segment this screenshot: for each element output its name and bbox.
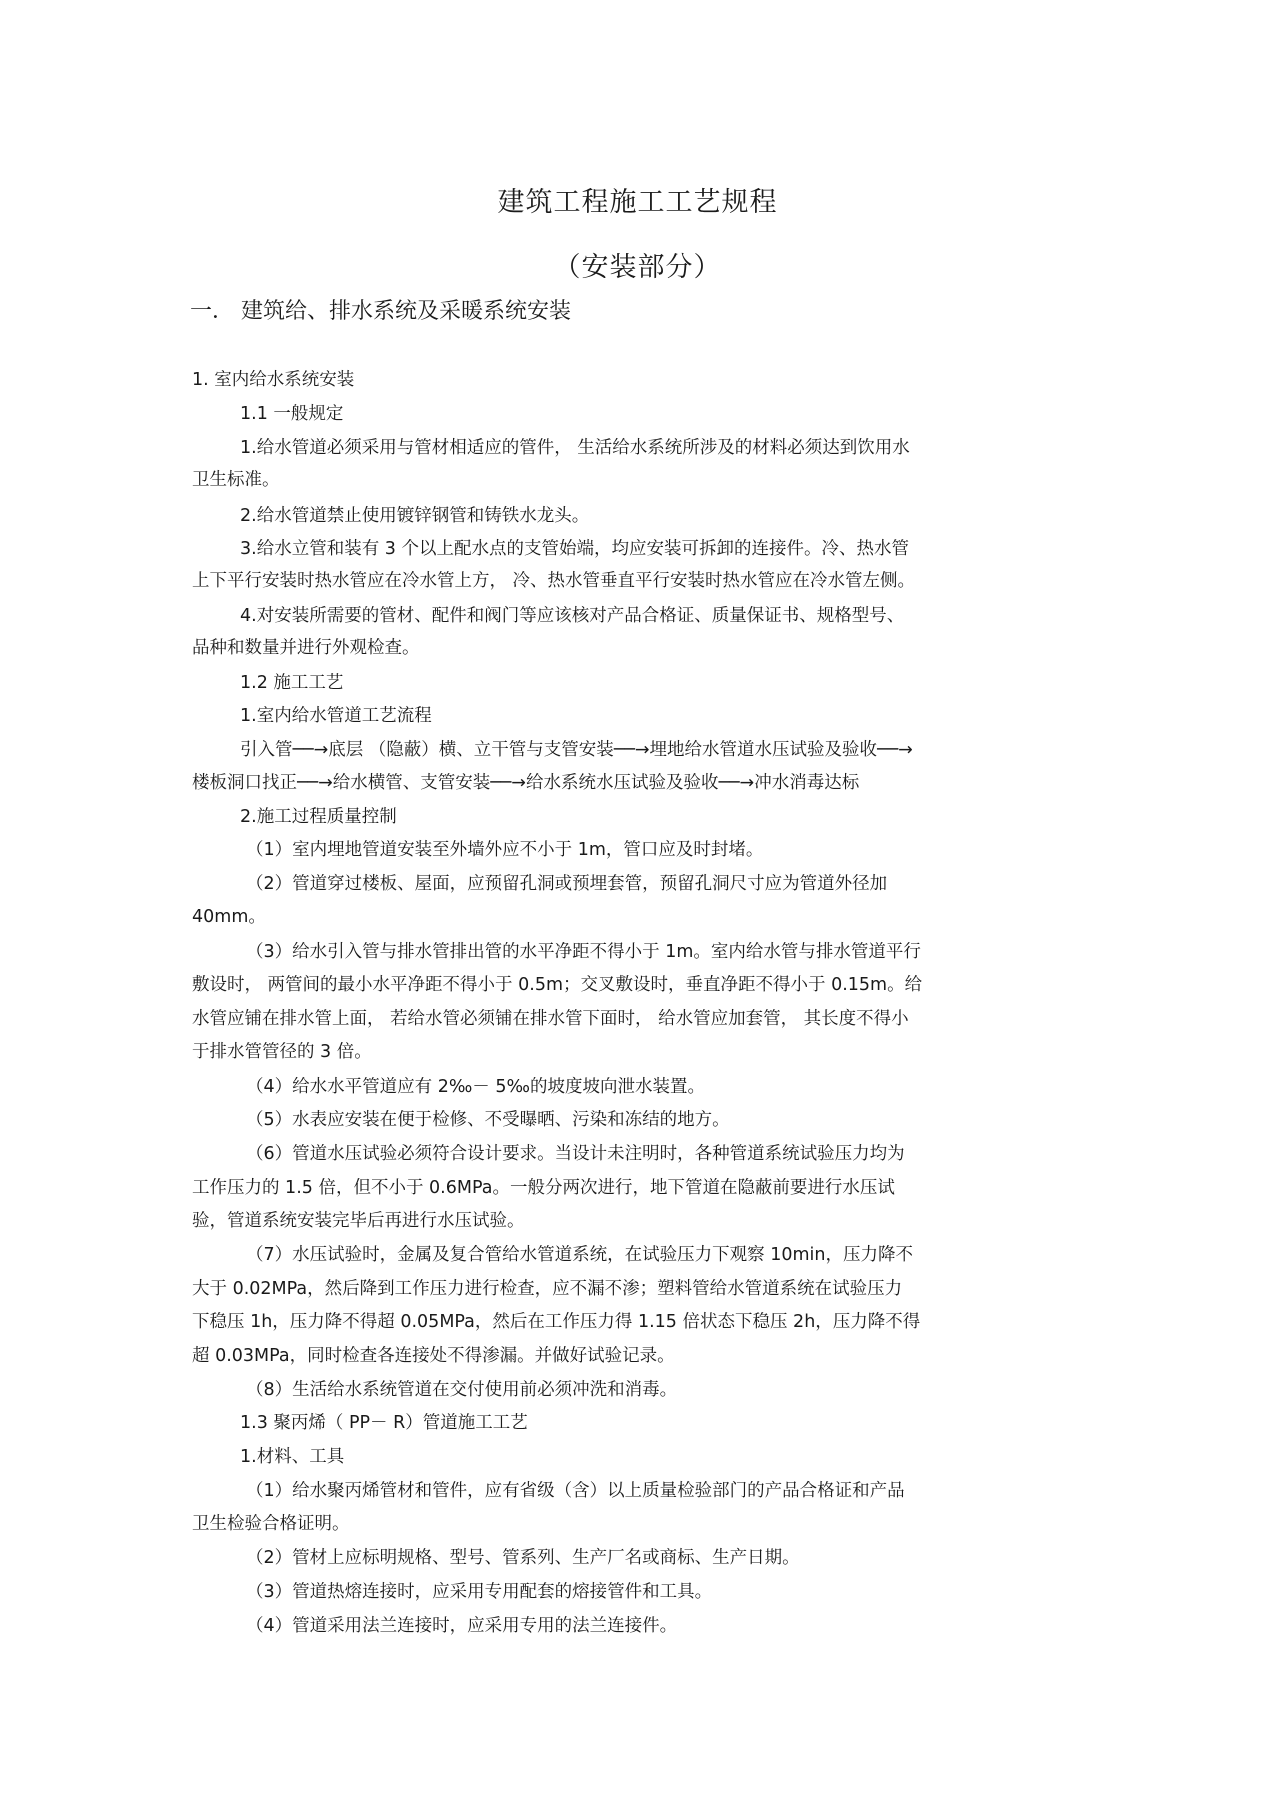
list-item-continuation: 40mm。 [192,907,266,927]
list-item: （1）给水聚丙烯管材和管件，应有省级（含）以上质量检验部门的产品合格证和产品 [246,1481,905,1501]
list-item: （6）管道水压试验必须符合设计要求。当设计未注明时，各种管道系统试验压力均为 [246,1144,905,1164]
subsection-heading: 1.3 聚丙烯（ PP－ R）管道施工工艺 [240,1413,528,1433]
list-item-continuation: 敷设时， 两管间的最小水平净距不得小于 0.5m；交叉敷设时，垂直净距不得小于 0.15m。给 [192,975,923,995]
list-item-continuation: 超 0.03MPa，同时检查各连接处不得渗漏。并做好试验记录。 [192,1346,675,1366]
subsection-heading: 1.1 一般规定 [240,404,344,424]
section-heading: 1. 室内给水系统安装 [192,370,355,390]
list-item: （8）生活给水系统管道在交付使用前必须冲洗和消毒。 [246,1380,678,1400]
paragraph-line: 1.室内给水管道工艺流程 [240,706,432,726]
flow-line: 楼板洞口找正──→给水横管、支管安装──→给水系统水压试验及验收──→冲水消毒达标 [192,773,860,793]
chapter-heading: 一． 建筑给、排水系统及采暖系统安装 [190,299,571,324]
list-item: （5）水表应安装在便于检修、不受曝晒、污染和冻结的地方。 [246,1110,730,1130]
list-item-continuation: 于排水管管径的 3 倍。 [192,1042,372,1062]
list-item-continuation: 验，管道系统安装完毕后再进行水压试验。 [192,1211,525,1231]
list-item-continuation: 下稳压 1h，压力降不得超 0.05MPa，然后在工作压力得 1.15 倍状态下稳压 2h，压力降不得 [192,1312,921,1332]
list-item: （1）室内埋地管道安装至外墙外应不小于 1m，管口应及时封堵。 [246,840,764,860]
list-item: （4）给水水平管道应有 2‰－ 5‰的坡度坡向泄水装置。 [246,1077,705,1097]
paragraph-line: 上下平行安装时热水管应在冷水管上方， 冷、热水管垂直平行安装时热水管应在冷水管左侧。 [192,571,916,591]
list-item: （3）给水引入管与排水管排出管的水平净距不得小于 1m。室内给水管与排水管道平行 [246,942,921,962]
document-title: 建筑工程施工工艺规程 [497,187,778,218]
list-item: （2）管材上应标明规格、型号、管系列、生产厂名或商标、生产日期。 [246,1548,800,1568]
subsection-heading: 1.2 施工工艺 [240,673,344,693]
list-item-continuation: 卫生检验合格证明。 [192,1514,350,1534]
paragraph-line: 1.材料、工具 [240,1447,345,1467]
list-item-continuation: 水管应铺在排水管上面， 若给水管必须铺在排水管下面时， 给水管应加套管， 其长度不得小 [192,1009,909,1029]
paragraph-line: 2.给水管道禁止使用镀锌钢管和铸铁水龙头。 [240,506,590,526]
document-subtitle: （安装部分） [553,252,722,283]
paragraph-line: 卫生标准。 [192,470,280,490]
list-item: （4）管道采用法兰连接时，应采用专用的法兰连接件。 [246,1616,678,1636]
list-item-continuation: 工作压力的 1.5 倍，但不小于 0.6MPa。一般分两次进行，地下管道在隐蔽前要进行水压试 [192,1178,895,1198]
list-item: （3）管道热熔连接时，应采用专用配套的熔接管件和工具。 [246,1582,713,1602]
list-item: （2）管道穿过楼板、屋面，应预留孔洞或预埋套管，预留孔洞尺寸应为管道外径加 [246,874,888,894]
paragraph-line: 品种和数量并进行外观检查。 [192,638,420,658]
list-item-continuation: 大于 0.02MPa，然后降到工作压力进行检查，应不漏不渗；塑料管给水管道系统在试验压力 [192,1279,903,1299]
flow-line: 引入管──→底层 （隐蔽）横、立干管与支管安装──→埋地给水管道水压试验及验收──→ [240,740,913,760]
list-item: （7）水压试验时，金属及复合管给水管道系统，在试验压力下观察 10min，压力降不 [246,1245,913,1265]
paragraph-line: 3.给水立管和装有 3 个以上配水点的支管始端，均应安装可拆卸的连接件。冷、热水管 [240,539,909,559]
paragraph-line: 1.给水管道必须采用与管材相适应的管件， 生活给水系统所涉及的材料必须达到饮用水 [240,438,910,458]
paragraph-line: 2.施工过程质量控制 [240,807,397,827]
paragraph-line: 4.对安装所需要的管材、配件和阀门等应该核对产品合格证、质量保证书、规格型号、 [240,606,905,626]
